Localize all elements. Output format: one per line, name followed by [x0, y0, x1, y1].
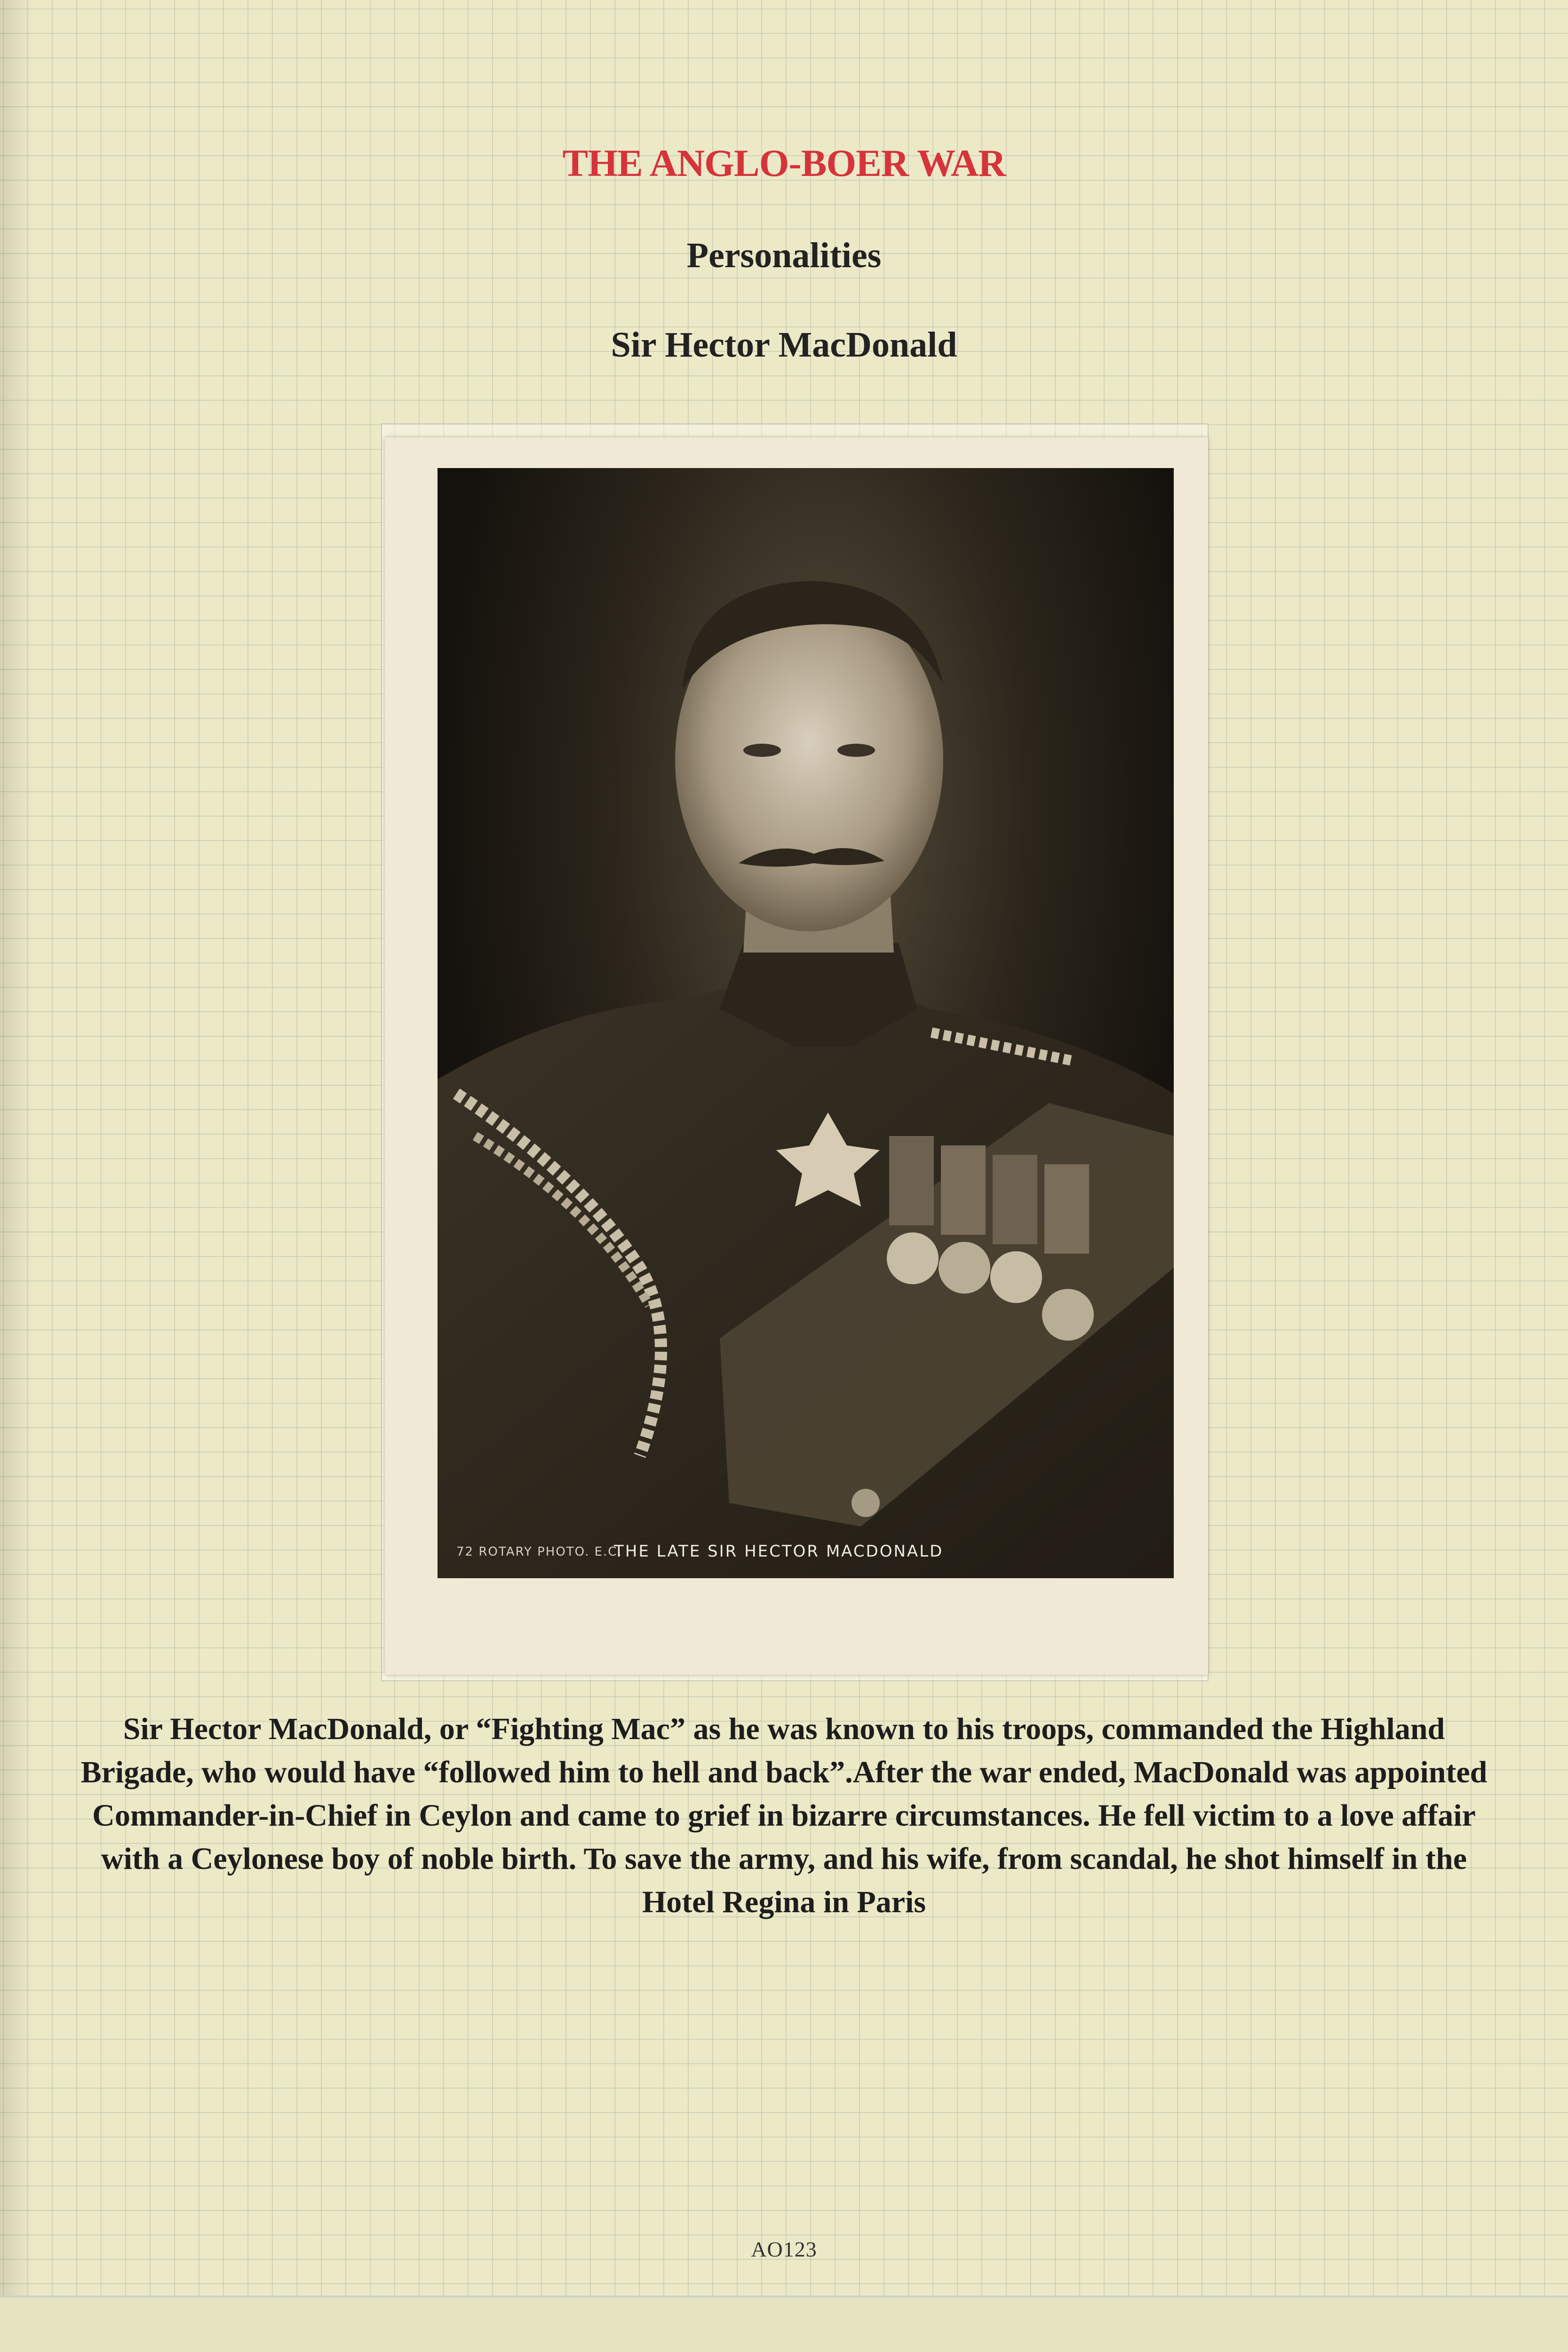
page-subtitle: Personalities [686, 236, 882, 275]
portrait-photograph [438, 468, 1174, 1578]
page-bottom-edge [0, 2296, 1568, 2352]
caption-title: THE LATE SIR HECTOR MACDONALD [614, 1542, 944, 1561]
page-title: THE ANGLO-BOER WAR [562, 142, 1006, 184]
postcard-caption [438, 1538, 1174, 1566]
personality-name: Sir Hector MacDonald [611, 325, 957, 365]
catalogue-text: 72 ROTARY PHOTO. E.C. [456, 1545, 622, 1559]
description-text: Sir Hector MacDonald, or “Fighting Mac” as he was known to his troops, commanded the Highland Brigade, who would have “followed him to hell and back”.After the war ended, MacDonald was appointed Commander-in-Chief in Ceylon and came to grief in bizarre circumstances. He fell victim to a love affair with a Ceylonese boy of noble birth. To save the army, and his wife, from scandal, he shot himself in the Hotel Regina in Paris [80, 1712, 1488, 1919]
portrait-illustration [438, 468, 1174, 1578]
page-code: AO123 [751, 2237, 817, 2261]
